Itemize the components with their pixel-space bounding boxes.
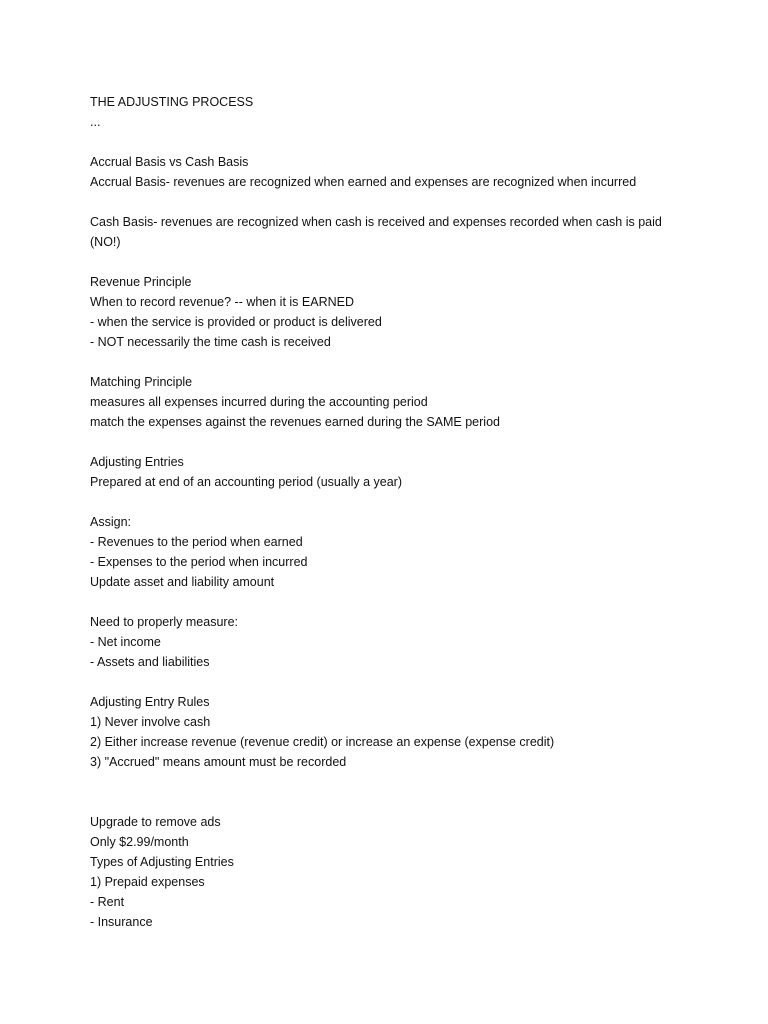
- rule-3: 3) "Accrued" means amount must be recorded: [90, 755, 347, 769]
- spacer: [90, 592, 730, 612]
- assign-bullet-1: - Revenues to the period when earned: [90, 535, 303, 549]
- cash-basis-definition: Cash Basis- revenues are recognized when cash is received and expenses recorded when cash is paid: [90, 215, 662, 229]
- spacer: [90, 772, 730, 792]
- revenue-question: When to record revenue? -- when it is EARNED: [90, 295, 354, 309]
- section-heading-matching: Matching Principle: [90, 375, 193, 389]
- types-bullet-1: - Rent: [90, 895, 125, 909]
- section-heading-adjusting: Adjusting Entries: [90, 455, 184, 469]
- accrual-basis-definition: Accrual Basis- revenues are recognized when earned and expenses are recognized when incurred: [90, 175, 637, 189]
- section-heading-rules: Adjusting Entry Rules: [90, 695, 210, 709]
- rule-2: 2) Either increase revenue (revenue credit) or increase an expense (expense credit): [90, 735, 555, 749]
- matching-line-2: match the expenses against the revenues earned during the SAME period: [90, 415, 500, 429]
- measure-bullet-1: - Net income: [90, 635, 161, 649]
- document-title: THE ADJUSTING PROCESS: [90, 95, 254, 109]
- types-item-1: 1) Prepaid expenses: [90, 875, 205, 889]
- rule-1: 1) Never involve cash: [90, 715, 211, 729]
- section-heading-measure: Need to properly measure:: [90, 615, 238, 629]
- assign-bullet-2: - Expenses to the period when incurred: [90, 555, 308, 569]
- ellipsis-text: ...: [90, 115, 101, 129]
- section-heading-revenue: Revenue Principle: [90, 275, 192, 289]
- document-body: [90, 92, 730, 932]
- upgrade-prompt: Upgrade to remove ads: [90, 815, 221, 829]
- spacer: [90, 492, 730, 512]
- measure-bullet-2: - Assets and liabilities: [90, 655, 210, 669]
- spacer: [90, 432, 730, 452]
- section-heading-accrual: Accrual Basis vs Cash Basis: [90, 155, 249, 169]
- matching-line-1: measures all expenses incurred during the accounting period: [90, 395, 428, 409]
- section-heading-assign: Assign:: [90, 515, 131, 529]
- spacer: [90, 252, 730, 272]
- spacer: [90, 132, 730, 152]
- upgrade-price: Only $2.99/month: [90, 835, 189, 849]
- assign-line-3: Update asset and liability amount: [90, 575, 275, 589]
- spacer: [90, 352, 730, 372]
- adjusting-line-1: Prepared at end of an accounting period (usually a year): [90, 475, 402, 489]
- spacer: [90, 792, 730, 812]
- cash-basis-note: (NO!): [90, 235, 121, 249]
- spacer: [90, 192, 730, 212]
- revenue-bullet-2: - NOT necessarily the time cash is received: [90, 335, 331, 349]
- spacer: [90, 672, 730, 692]
- revenue-bullet-1: - when the service is provided or product is delivered: [90, 315, 382, 329]
- types-bullet-2: - Insurance: [90, 915, 153, 929]
- section-heading-types: Types of Adjusting Entries: [90, 855, 234, 869]
